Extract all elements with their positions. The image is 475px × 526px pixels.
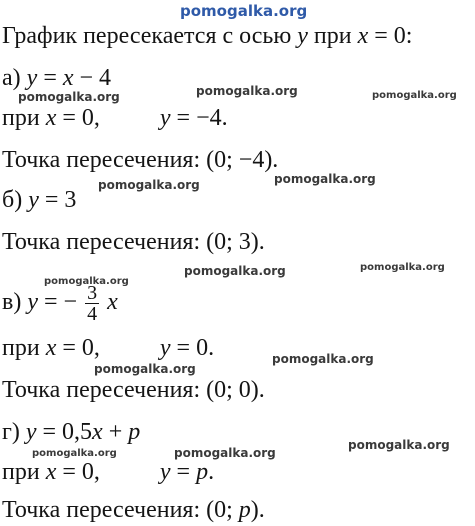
part-v-fraction [85,283,99,324]
heading-middle: при [313,23,352,49]
part-b-eq-y: y [28,187,39,213]
watermark-2: pomogalka.org [196,84,298,98]
part-g-int-p: p [238,497,251,523]
part-b-eq-rest: = 3 [44,187,77,213]
part-v-at-y: y [159,335,171,361]
heading-text: График пересекается с осью [2,23,292,49]
watermark-12: pomogalka.org [174,446,276,460]
watermark-1: pomogalka.org [18,90,120,104]
part-v-at-x: x [45,335,57,361]
part-g-eq-sign: = 0,5 [42,419,93,445]
watermark-11: pomogalka.org [32,448,117,459]
part-b-equation [2,186,76,214]
part-g-eq-x: x [92,419,103,445]
part-g-label: г) [2,419,20,445]
part-g-eq-plus: + [108,419,123,445]
part-g-eq-y: y [25,419,37,445]
part-b-intersection: Точка пересечения: (0; 3). [2,229,265,255]
part-b-label: б) [2,187,23,213]
part-g-int-start: Точка пересечения: (0; [2,497,233,523]
part-v-eq-y: y [27,289,38,315]
part-a-at-text: при [2,105,40,131]
heading-eq: = 0: [374,23,413,49]
part-a-intersection: Точка пересечения: (0; −4). [2,147,279,173]
part-g-at-p: p [196,459,209,485]
part-v-at [2,334,214,362]
part-g-eq-p: p [128,419,141,445]
part-a-at-y: y [159,105,171,131]
part-g-at-text: при [2,459,40,485]
watermark-10: pomogalka.org [272,352,374,366]
watermark-4: pomogalka.org [98,178,200,192]
part-v-at-result: = 0. [176,335,215,361]
heading-var-y: y [297,23,308,49]
part-g-at-eq: = 0, [62,459,100,485]
part-a-equation [2,64,111,92]
part-v-intersection: Точка пересечения: (0; 0). [2,377,265,403]
part-v-at-text: при [2,335,40,361]
part-g-at-dot: . [208,459,215,485]
part-a-at-x: x [45,105,57,131]
part-a-eq-x: x [62,65,74,91]
part-a-at-result: = −4. [176,105,228,131]
part-v-equation [2,280,118,324]
watermark-9: pomogalka.org [94,362,196,376]
part-g-at [2,458,214,486]
part-a-eq-y: y [26,65,38,91]
part-a-eq-sign: = [43,65,57,91]
part-g-at-eq2: = [176,459,191,485]
heading-var-x: x [357,23,369,49]
heading-line [2,22,412,50]
part-v-at-eq: = 0, [62,335,100,361]
watermark-3: pomogalka.org [372,90,457,101]
watermark-8: pomogalka.org [44,276,129,287]
watermark-5: pomogalka.org [274,172,376,186]
watermark-6: pomogalka.org [184,264,286,278]
part-g-equation [2,418,140,446]
part-g-intersection [2,496,265,524]
part-g-at-y: y [159,459,171,485]
part-a-at [2,104,228,132]
part-g-int-end: ). [250,497,265,523]
part-v-label: в) [2,289,22,315]
part-v-frac-den: 4 [87,302,98,325]
part-v-eq-sign: = − [43,289,78,315]
watermark-top: pomogalka.org [180,2,308,20]
watermark-7: pomogalka.org [360,262,445,273]
part-a-at-eq: = 0, [62,105,100,131]
watermark-13: pomogalka.org [348,438,450,452]
part-v-eq-x: x [107,289,118,315]
part-a-eq-rest: − 4 [79,65,112,91]
part-a-label: а) [2,65,21,91]
part-g-at-x: x [45,459,57,485]
part-v-frac-num: 3 [87,281,98,304]
